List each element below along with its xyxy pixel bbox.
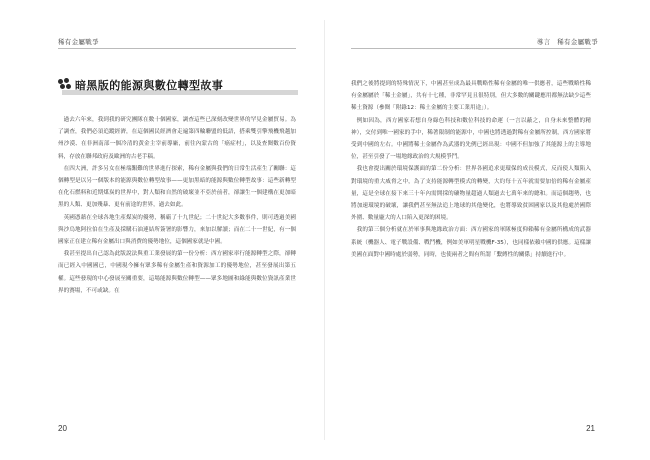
paragraph: 我甚至提出自己認為此版說法與重工業發展的第一份分析：西方國家率行能源轉型之際，卻轉而已經入中國國已，中國現今擁有眾多稀有金屬生產和資源加工的優勢地位，甚至發展出第五權。這些發現的中心發展至關重要，這場能源與數位轉型——眾多地圖和綠能與數位資訊產業世界的賽場，不可或缺。在 — [58, 251, 296, 294]
header-rule-left — [58, 48, 296, 49]
page-number-left: 20 — [58, 424, 67, 433]
running-head-right: 導言 稀有金屬戰爭 — [536, 38, 598, 46]
paragraph: 在四大洲，許多另女在極端艱難的世界進行探索，稀有金屬與我們的日常生活產生了關聯：這個轉型是以另一個版本的能源與數位轉型故事——更加黑暗的能源與數位轉型故事：這些新轉型在化石燃料和近期煤炭的世界中，對人類和自然的破壞並不亞於前者，卻讓生一個建構在更加暗黑的人類、更加殘暴、更有前途的世界，過去如此。 — [58, 165, 296, 209]
chapter-title: 暗黑版的能源與數位轉型故事 — [75, 79, 224, 92]
right-body-text — [351, 78, 591, 261]
left-body-text — [58, 114, 296, 297]
paragraph: 英國憑藉在全球各地生產煤炭的優勢，稱霸了十九世紀；二十世紀大多數事件，則可透過美國與沙烏地阿拉伯在生產及採購石油連結所簽署的影響力，來加以解讀；而在二十一世紀，有一個國家正在建立稀有金屬出口與消費的優勢地位，這個國家就是中國。 — [58, 214, 296, 246]
page-number-right: 21 — [586, 424, 595, 433]
header-rule-right — [351, 48, 591, 49]
paragraph: 我的第三個分析就在於軍事與地緣政治方面：西方國家的軍隊極度仰賴稀有金屬所構成的武器系統（機器人、電子戰設備、戰鬥機，例如美軍明星戰機F-35），也同樣依賴中國的供應。這樣讓美國在面對中國時處於弱勢，同時，也使兩者之間有所謂「繫縛性的關係」持續進行中。 — [351, 227, 591, 258]
cluster-dots-icon — [58, 78, 72, 92]
chapter-title-block — [58, 78, 298, 102]
right-page — [325, 0, 650, 460]
paragraph: 我們之後將提到的特殊情況下，中國甚至成為最具戰略性稀有金屬的唯一供應者，這些戰略性稀有金屬屬於「稀土金屬」，共有十七種，非常罕見且很特別，但大多數的關鍵應用都無法缺少這些稀土資源（參閱「附錄12：稀土金屬的主要工業用途」）。 — [351, 81, 591, 112]
running-head-left: 稀有金屬戰爭 — [58, 38, 99, 46]
paragraph: 例如因為，西方國家若想自身綠色科技和數位科技的命運（一言以蔽之，自身未來整體的精神），交付到唯一國家的手中，稀著限制的能源中，中國也將透過對稀有金屬所控制，西方國家將受到中國的左右。中國將稀土金屬作為武器的先例已經出現：中國不但加強了其能源上的主導地位，甚至引發了一場地緣政治的大規模爭鬥。 — [351, 117, 591, 161]
paragraph: 過去六年來，我到我的研究團隊在數十個國家，調查這些已深刻改變世界的罕見金屬貿易。為了調查，我們必須追蹤經濟，在這個國民經濟會走遍第四輪聯盟的低語，搭乘雙引擎飛機飛越加州沙漠、在非洲南部一個冷清的黃金主宰前導廠，前往內蒙古的「癌症村」，以及查閱數百份資料，存放在聯邦政府及歐洲的古老手稿。 — [58, 117, 296, 160]
paragraph: 我也會提出關於環境保護面的第二份分析：世界各國追求更環保的成長模式，反而使人類陷入對環境的重大威脅之中，為了支持能源轉型模式的轉變，大約每十五年就需要加倍的稀有金屬產量，這是全球在接下來三十年內需開採的礦物量超過人類過去七萬年來的總和。而這個趨勢，也將加速環境的破壞，讓我們甚至無法追上地球的其他變化，也將導致貧困國家以及其他處於國際外圍、數量龐大的人口陷入更深的困境。 — [351, 166, 591, 222]
